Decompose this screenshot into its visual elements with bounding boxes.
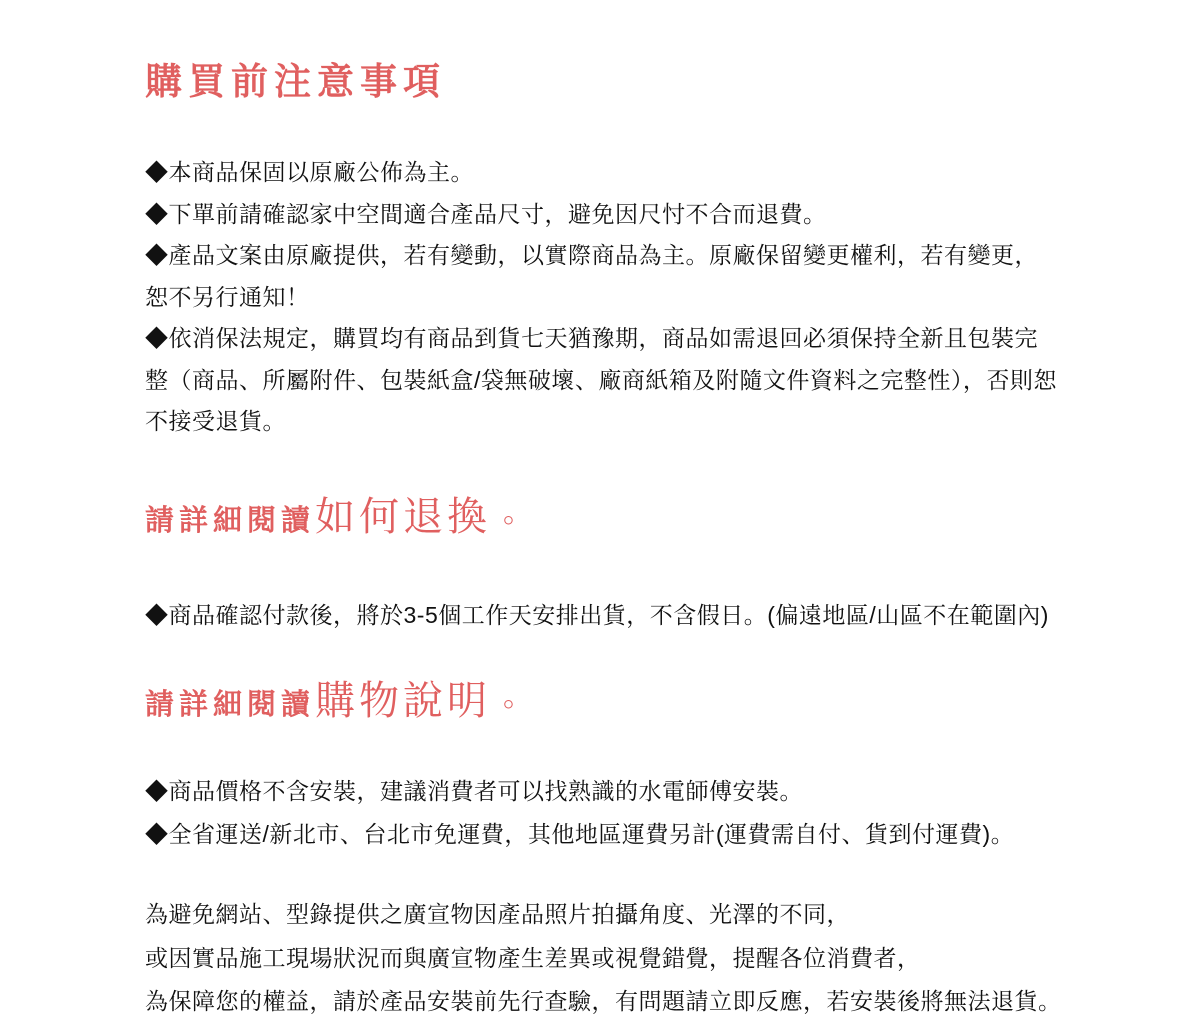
disclaimer-line: 為保障您的權益，請於產品安裝前先行查驗，有問題請立即反應，若安裝後將無法退貨。 — [145, 988, 1062, 1014]
notice-line: ◆本商品保固以原廠公佈為主。 — [145, 159, 474, 185]
return-heading-period: 。 — [503, 496, 534, 529]
return-heading-emphasis: 如何退換 — [315, 495, 492, 539]
return-policy-heading — [145, 488, 533, 551]
shipping-line: ◆商品確認付款後，將於3-5個工作天安排出貨，不含假日。(偏遠地區/山區不在範圍內) — [145, 602, 1049, 628]
return-heading-prefix: 請詳細閱讀 — [145, 505, 316, 537]
page-title: 購買前注意事項 — [145, 61, 446, 102]
notice-line: 整（商品、所屬附件、包裝紙盒/袋無破壞、廠商紙箱及附隨文件資料之完整性），否則恕 — [145, 366, 1057, 393]
disclaimer-paragraph — [145, 893, 1062, 1024]
shopping-heading-period: 。 — [503, 680, 534, 713]
shopping-heading-prefix: 請詳細閱讀 — [145, 689, 316, 721]
disclaimer-line: 為避免網站、型錄提供之廣宣物因產品照片拍攝角度、光澤的不同， — [145, 901, 850, 927]
notice-line: ◆依消保法規定，購買均有商品到貨七天猶豫期，商品如需退回必須保持全新且包裝完 — [145, 325, 1038, 351]
install-shipping-list — [145, 770, 1014, 856]
notice-line: ◆產品文案由原廠提供，若有變動，以實際商品為主。原廠保留變更權利，若有變更， — [145, 242, 1038, 268]
shopping-heading-emphasis: 購物說明 — [315, 679, 492, 723]
install-line: ◆商品價格不含安裝，建議消費者可以找熟識的水電師傅安裝。 — [145, 778, 803, 804]
notice-line: ◆下單前請確認家中空間適合產品尺寸，避免因尺忖不合而退費。 — [145, 200, 827, 227]
notice-line: 恕不另行通知！ — [145, 283, 310, 310]
disclaimer-line: 或因實品施工現場狀況而與廣宣物產生差異或視覺錯覺，提醒各位消費者， — [145, 944, 921, 971]
notice-list — [145, 152, 1057, 443]
notice-line: 不接受退貨。 — [145, 408, 286, 434]
shipping-note — [145, 600, 1049, 630]
shopping-info-heading — [145, 672, 533, 735]
install-line: ◆全省運送/新北市、台北市免運費，其他地區運費另計(運費需自付、貨到付運費)。 — [145, 821, 1015, 847]
